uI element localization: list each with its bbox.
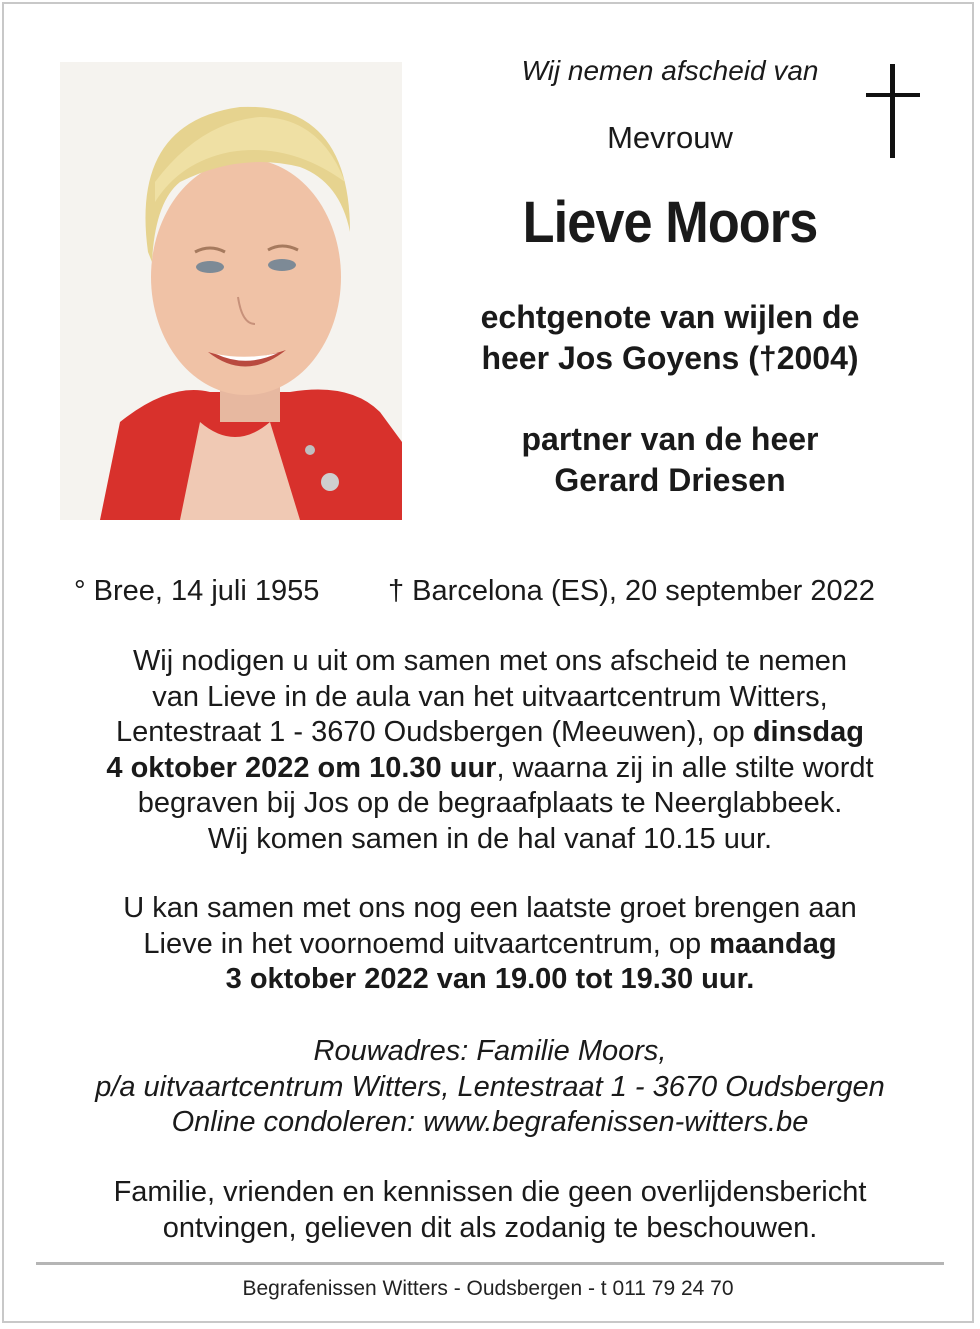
ceremony-paragraph — [20, 644, 960, 857]
ceremony-line: 4 oktober 2022 om 10.30 uur, waarna zij in alle stilte wordt — [106, 751, 874, 784]
notice-paragraph — [20, 1175, 960, 1246]
visitation-paragraph — [20, 891, 960, 998]
notice-line: ontvingen, gelieven dit als zodanig te beschouwen. — [162, 1211, 818, 1244]
ceremony-line: begraven bij Jos op de begraafplaats te Neerglabbeek. — [137, 787, 843, 819]
visitation-line — [20, 962, 960, 998]
visitation-datetime: 3 oktober 2022 van 19.00 tot 19.30 uur. — [225, 963, 755, 995]
visitation-line: U kan samen met ons nog een laatste groet brengen aan — [123, 892, 857, 924]
ceremony-day: dinsdag — [752, 716, 864, 748]
footer-divider — [36, 1262, 944, 1265]
birth-date: ° Bree, 14 juli 1955 — [74, 575, 320, 607]
partner-line-2: Gerard Driesen — [554, 462, 786, 498]
condolence-link[interactable]: Online condoleren: www.begrafenissen-witters.be — [171, 1106, 809, 1138]
visitation-day: maandag — [709, 927, 837, 960]
honorific: Mevrouw — [607, 120, 733, 155]
spouse-line-2: heer Jos Goyens (†2004) — [481, 340, 859, 376]
address-line: Rouwadres: Familie Moors, — [313, 1035, 667, 1067]
spouse-line-1: echtgenote van wijlen de — [480, 299, 860, 335]
address-line: p/a uitvaartcentrum Witters, Lentestraat 1 - 3670 Oudsbergen — [95, 1070, 885, 1103]
death-date: † Barcelona (ES), 20 september 2022 — [388, 575, 875, 607]
address-paragraph — [20, 1034, 960, 1141]
deceased-name: Lieve Moors — [522, 190, 818, 255]
notice-line: Familie, vrienden en kennissen die geen overlijdensbericht — [113, 1176, 867, 1208]
ceremony-datetime: 4 oktober 2022 om 10.30 uur — [106, 751, 497, 784]
visitation-line: Lieve in het voornoemd uitvaartcentrum, op maandag — [143, 927, 837, 960]
footer-text: Begrafenissen Witters - Oudsbergen - t 011 79 24 70 — [242, 1277, 734, 1300]
partner-info — [420, 419, 920, 501]
ceremony-line: Wij nodigen u uit om samen met ons afscheid te nemen — [132, 645, 848, 677]
ceremony-line: Lentestraat 1 - 3670 Oudsbergen (Meeuwen), op dinsdag — [116, 716, 864, 748]
partner-line-1: partner van de heer — [521, 421, 819, 457]
intro-text: Wij nemen afscheid van — [521, 55, 819, 86]
portrait-photo — [60, 62, 402, 520]
ceremony-line: Wij komen samen in de hal vanaf 10.15 uur. — [207, 822, 773, 855]
spouse-info — [420, 297, 920, 379]
ceremony-line: van Lieve in de aula van het uitvaartcentrum Witters, — [152, 680, 828, 713]
